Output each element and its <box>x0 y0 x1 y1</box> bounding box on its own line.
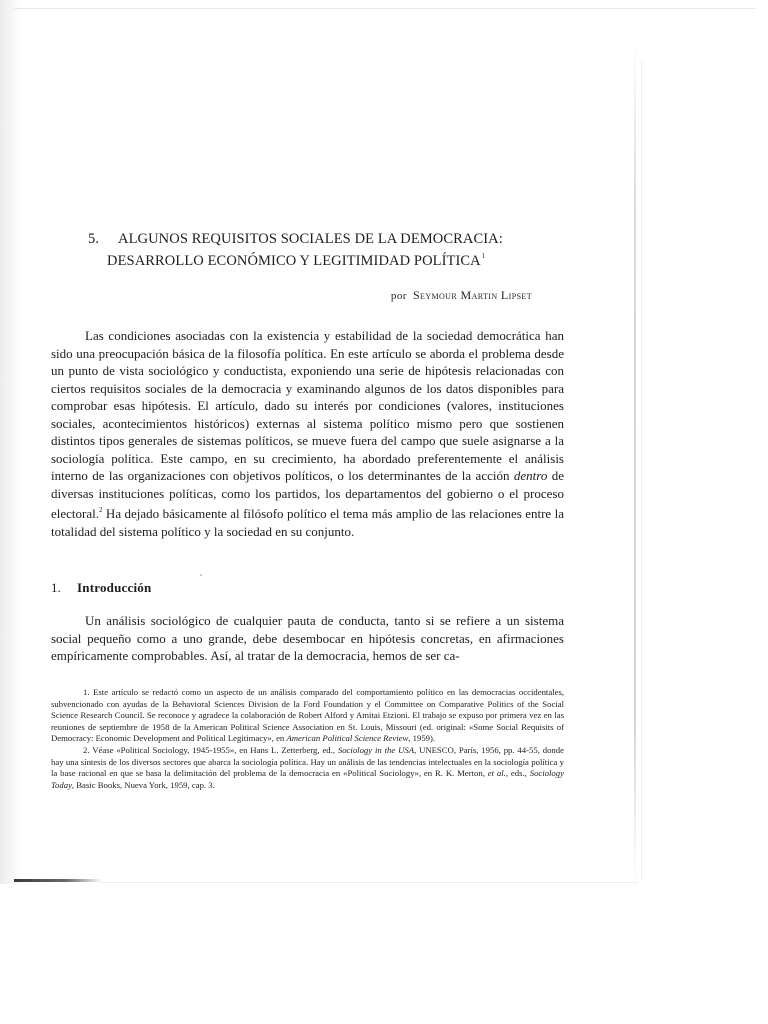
footnote-1-number: 1. <box>83 687 90 697</box>
author-prefix: por <box>390 290 407 302</box>
abstract-paragraph <box>51 327 564 540</box>
page-right-edge <box>634 40 636 886</box>
scan-top-edge <box>14 8 756 9</box>
page-bottom-edge-shadow <box>100 882 638 883</box>
page-right-edge-shadow <box>641 60 642 880</box>
chapter-footnote-marker: 1 <box>481 252 486 260</box>
footnote-2 <box>51 745 564 791</box>
author-name: Seymour Martin Lipset <box>412 288 532 302</box>
footnote-1-text-part-2: , 1959). <box>408 733 436 744</box>
footnote-2-text-part-1: Véase «Political Sociology, 1945-1955», en Hans L. Zetterberg, ed., <box>92 744 338 755</box>
page-bottom-edge <box>14 879 102 882</box>
section-number: 1. <box>51 580 61 595</box>
intro-paragraph <box>51 612 564 665</box>
intro-text: Un análisis sociológico de cualquier pauta de conducta, tanto si se refiere a un sistema social pequeño como a uno grande, debe desembocar en hipótesis concretas, en afirmaciones empíricamente comprobables. Así, al tratar de la democracia, hemos de ser ca- <box>51 613 564 663</box>
chapter-title-line-1: ALGUNOS REQUISITOS SOCIALES DE LA DEMOCRACIA: <box>118 231 503 247</box>
chapter-number: 5. <box>88 231 100 247</box>
chapter-title-line-2 <box>107 248 485 270</box>
footnote-1 <box>51 687 564 745</box>
section-heading <box>51 580 151 596</box>
scan-left-shadow <box>0 0 22 884</box>
abstract-emphasis: dentro <box>513 468 548 483</box>
footnote-2-text-part-4: , Basic Books, Nueva York, 1959, cap. 3. <box>71 779 215 790</box>
section-title: Introducción <box>77 580 152 595</box>
footnote-1-journal: American Political Science Review <box>286 733 409 744</box>
abstract-text-part-2: de diversas instituciones políticas, como los partidos, los departamentos del gobierno o el proceso electoral. <box>51 468 564 521</box>
abstract-footnote-marker: 2 <box>99 506 103 514</box>
author-line <box>391 288 532 303</box>
footnote-2-text-part-3: , eds., <box>505 768 530 779</box>
abstract-text <box>51 327 564 540</box>
footnote-2-book-1: Sociology in the USA <box>337 744 415 755</box>
abstract-text-part-1: Las condiciones asociadas con la existencia y estabilidad de la sociedad democrática han sido una preocupación básica de la filosofía política. En este artículo se aborda el problema desde un punto de vista sociológico y conductista, exponiendo una serie de hipótesis relacionadas con ciertos requisitos sociales de la democracia y examinando algunos de los datos disponibles para comprobar esas hipótesis. El artículo, dado su interés por condiciones (valores, instituciones sociales, acontecimientos históricos) externas al sistema político mismo pero que sostienen distintos tipos generales de sistemas políticos, se mueve fuera del campo que suele asignarse a la sociología política. Este campo, en su crecimiento, ha abordado preferentemente el análisis interno de las organizaciones con objetivos políticos, o los determinantes de la acción <box>51 328 564 483</box>
footnote-1-text-part-1: Este artículo se redactó como un aspecto de un análisis comparado del comportamiento político en las democracias occidentales, subvencionado con ayudas de la Behavioral Sciences Division de la Ford Foundation y el Committee on Comparative Politics of the Social Science Research Council. Se reconoce y agradece la colaboración de Robert Alford y Amitai Etzioni. El trabajo se expuso por primera vez en las reuniones de septiembre de 1958 de la American Political Science Association en St. Louis, Missouri (ed. original: «Some Social Requisits of Democracy: Economic Development and Political Legitimacy», en <box>51 687 565 744</box>
footnote-2-number: 2. <box>83 744 90 755</box>
scan-speck <box>200 574 202 576</box>
footnote-2-book-2: Sociology Today <box>51 768 564 790</box>
footnote-2-text-part-2: , UNESCO, París, 1956, pp. 44-55, donde hay una síntesis de los diversos sectores que abarca la sociología política. Hay un análisis de las tendencias intelectuales en la sociología política y la base racional en que se basa la delimitación del problema de la democracia en «Political Sociology», en R. K. Merton, <box>51 744 564 779</box>
abstract-text-part-3: Ha dejado básicamente al filósofo político el tema más amplio de las relaciones entre la totalidad del sistema político y la sociedad en su conjunto. <box>51 506 564 539</box>
chapter-title-line-2-text: DESARROLLO ECONÓMICO Y LEGITIMIDAD POLÍTICA <box>107 253 481 269</box>
footnote-2-et-al: et al. <box>487 768 506 779</box>
footnotes <box>51 687 564 791</box>
